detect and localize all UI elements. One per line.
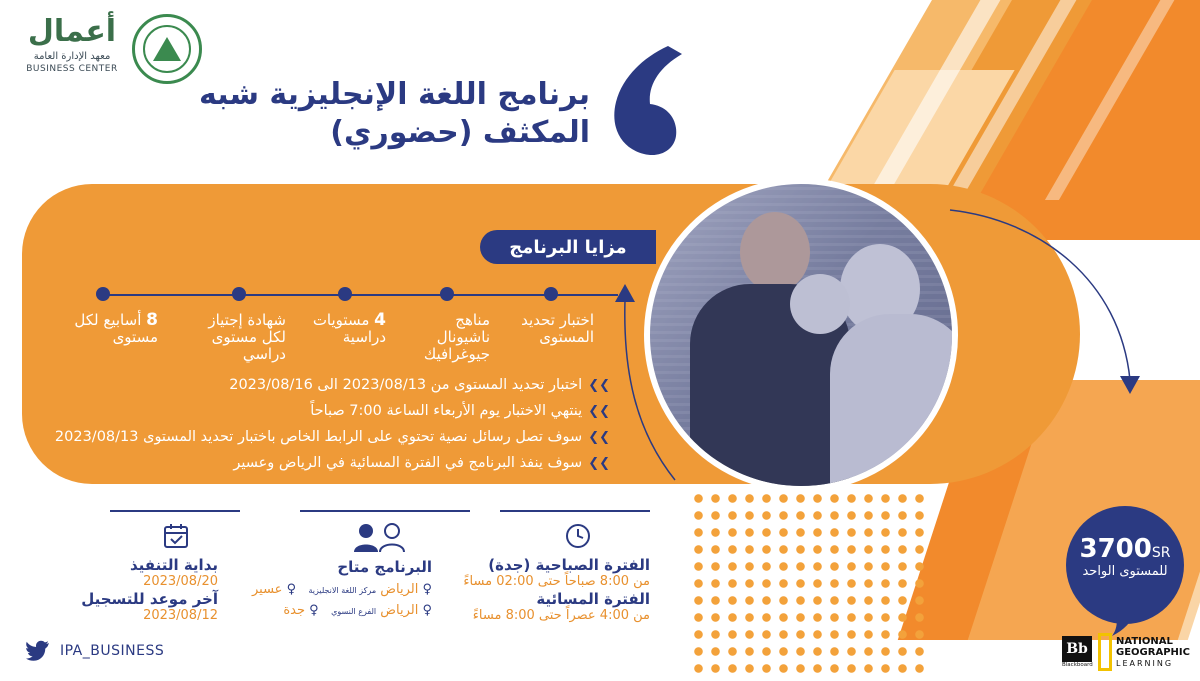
blackboard-mark: Bb <box>1062 636 1092 662</box>
timeline-dot <box>440 287 454 301</box>
timeline-dot <box>96 287 110 301</box>
bullet-text: سوف ينفذ البرنامج في الفترة المسائية في الرياض وعسير <box>233 455 583 471</box>
feature-placement-test <box>474 312 594 346</box>
bullet-item <box>50 452 610 474</box>
city: الرياض <box>380 582 419 597</box>
bullet-text: اختبار تحديد المستوى من 2023/08/13 الى 2023/08/16 <box>229 377 583 393</box>
natgeo-line1: NATIONAL <box>1116 635 1173 647</box>
people-icon <box>352 522 408 550</box>
feature-line: جيوغرافيك <box>423 345 490 363</box>
bullet-item <box>50 426 610 448</box>
price-amount: 3700 <box>1079 534 1152 564</box>
city: عسير <box>251 582 283 597</box>
divider-line <box>300 510 470 512</box>
ipa-business-logo <box>22 14 122 84</box>
price-badge <box>1066 506 1184 624</box>
twitter-link[interactable] <box>26 638 164 664</box>
bullet-item <box>50 374 610 396</box>
start-title: بداية التنفيذ <box>130 556 218 574</box>
title-line1: برنامج اللغة الإنجليزية شبه <box>199 77 590 112</box>
feature-curriculum <box>370 312 490 363</box>
feature-line: أسابيع لكل <box>74 311 142 329</box>
feature-line: مناهج <box>455 311 490 329</box>
price-currency: SR <box>1151 545 1171 561</box>
chevron-icon: ❯❯ <box>588 404 610 419</box>
dates-column <box>18 556 218 624</box>
feature-line: مستويات <box>312 311 370 329</box>
divider-line <box>500 510 650 512</box>
price-label: للمستوى الواحد <box>1082 564 1168 579</box>
feature-line: دراسي <box>242 345 286 363</box>
blackboard-name: Blackboard <box>1062 662 1093 668</box>
city-note: الفرع النسوي <box>331 607 377 616</box>
availability-title: البرنامج متاح <box>337 558 432 576</box>
feature-line: لكل مستوى <box>211 328 286 346</box>
city-note: مركز اللغة الانجليزية <box>308 586 377 595</box>
page-title <box>70 76 590 152</box>
title-line2: المكثف (حضوري) <box>330 115 590 150</box>
feature-weeks <box>38 312 158 346</box>
woman-icon: ♀ <box>309 603 319 618</box>
feature-line: ناشيونال <box>436 328 490 346</box>
registration-title: آخر موعد للتسجيل <box>81 590 218 608</box>
feature-line: شهادة إجتياز <box>208 311 286 329</box>
decor-dots <box>690 490 930 680</box>
bullet-text: ينتهي الاختبار يوم الأربعاء الساعة 7:00 صباحاً <box>310 403 583 419</box>
feature-certificate <box>166 312 286 363</box>
quote-icon <box>598 46 688 156</box>
timeline-dot <box>338 287 352 301</box>
schedule-column <box>420 556 650 624</box>
timeline-dot <box>544 287 558 301</box>
feature-number: 8 <box>146 310 158 330</box>
start-date: 2023/08/20 <box>143 574 218 589</box>
twitter-icon <box>26 640 50 662</box>
feature-line: المستوى <box>539 328 594 346</box>
bullet-text: سوف تصل رسائل نصية تحتوي على الرابط الخاص باختبار تحديد المستوى 2023/08/13 <box>54 429 583 445</box>
calendar-icon <box>162 522 190 550</box>
morning-title: الفترة الصباحية (جدة) <box>488 556 650 574</box>
evening-title: الفترة المسائية <box>536 590 650 608</box>
city: الرياض <box>380 603 419 618</box>
chevron-icon: ❯❯ <box>588 378 610 393</box>
twitter-handle: IPA_BUSINESS <box>60 643 165 659</box>
chevron-icon: ❯❯ <box>588 456 610 471</box>
logo-name-ar: معهد الإدارة العامة <box>33 51 111 62</box>
seal-logo <box>132 14 202 84</box>
feature-line: مستوى <box>112 328 158 346</box>
natgeo-line3: LEARNING <box>1116 658 1174 668</box>
logo-word: أعمال <box>27 14 117 49</box>
logo-name-en: BUSINESS CENTER <box>26 64 118 74</box>
woman-icon: ♀ <box>422 582 432 597</box>
blackboard-logo <box>1062 636 1092 668</box>
city: جدة <box>283 603 306 618</box>
clock-icon <box>564 522 592 550</box>
arc-arrow-right <box>920 200 1160 410</box>
feature-line: اختبار تحديد <box>521 311 594 329</box>
benefits-header: مزايا البرنامج <box>480 230 656 264</box>
natgeo-frame-icon <box>1098 633 1112 671</box>
feature-number: 4 <box>374 310 386 330</box>
timeline-dot <box>232 287 246 301</box>
evening-time: من 4:00 عصراً حتى 8:00 مساءً <box>472 608 650 623</box>
timeline-line <box>98 294 618 296</box>
location-row <box>212 601 432 622</box>
morning-time: من 8:00 صباحاً حتى 02:00 مساءً <box>463 574 650 589</box>
natgeo-line2: GEOGRAPHIC <box>1116 646 1190 658</box>
arc-arrow-left <box>605 280 685 490</box>
natgeo-logo <box>1098 630 1190 674</box>
people-photo <box>644 178 958 492</box>
location-row <box>212 580 432 601</box>
woman-icon: ♀ <box>422 603 432 618</box>
registration-date: 2023/08/12 <box>143 608 218 623</box>
feature-line: دراسية <box>342 328 386 346</box>
availability-column <box>212 556 432 622</box>
chevron-icon: ❯❯ <box>588 430 610 445</box>
woman-icon: ♀ <box>286 582 297 597</box>
divider-line <box>110 510 240 512</box>
bullet-item <box>50 400 610 422</box>
